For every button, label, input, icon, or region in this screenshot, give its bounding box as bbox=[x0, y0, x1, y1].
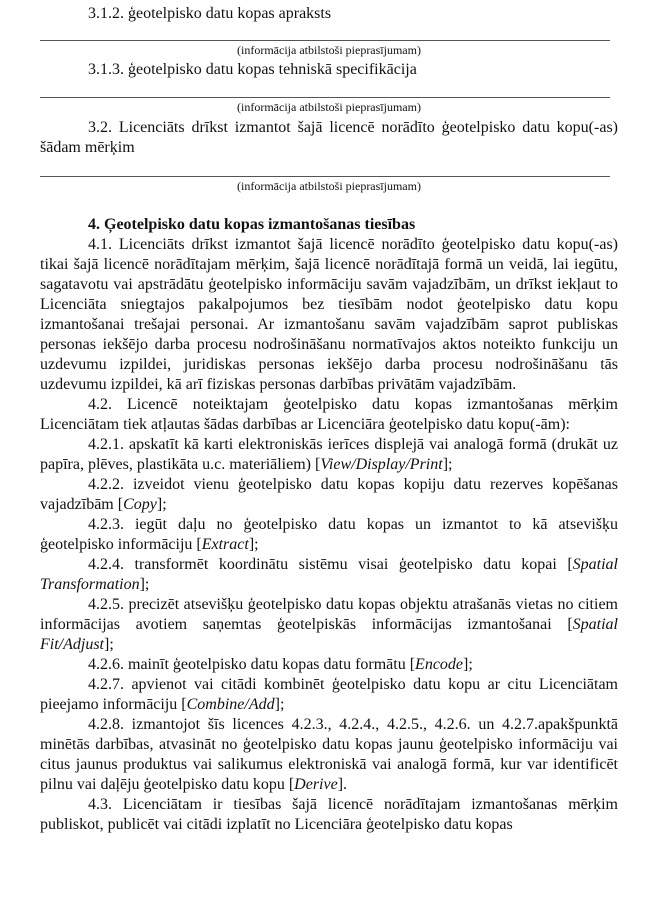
clause-4-2-2: 4.2.2. izveidot vienu ģeotelpisko datu kopas kopiju datu rezerves kopēšanas vajadzībām [Copy]; bbox=[40, 476, 618, 513]
fill-in-note: (informācija atbilstoši pieprasījumam) bbox=[237, 179, 421, 193]
clause-4-3: 4.3. Licenciātam ir tiesības šajā licencē norādītajam izmantošanas mērķim publiskot, publicēt vai citādi izplatīt no Licenciāra ģeotelpisko datu kopas bbox=[40, 796, 618, 833]
section-heading: 4. Ģeotelpisko datu kopas izmantošanas tiesības bbox=[88, 216, 416, 233]
clause-4-2-8: 4.2.8. izmantojot šīs licences 4.2.3., 4.2.4., 4.2.5., 4.2.6. un 4.2.7.apakšpunktā minētās darbības, atvasināt no ģeotelpisko datu kopas jaunu ģeotelpisko informāciju vai citus jaunus produktus vai salikumus elektroniskā vai analogā formā, kur var identificēt pilnu vai daļēju ģeotelpisko datu kopu [Derive]. bbox=[40, 716, 618, 793]
section-4 bbox=[40, 215, 618, 835]
fill-in-note: (informācija atbilstoši pieprasījumam) bbox=[237, 100, 421, 114]
fill-in-line bbox=[40, 97, 610, 98]
clause-4-2-7: 4.2.7. apvienot vai citādi kombinēt ģeotelpisko datu kopu ar citu Licenciātam pieejamo informāciju [Combine/Add]; bbox=[40, 676, 618, 713]
clause-4-2-4: 4.2.4. transformēt koordinātu sistēmu visai ģeotelpisko datu kopai [Spatial Transformation]; bbox=[40, 556, 618, 593]
fill-in-note: (informācija atbilstoši pieprasījumam) bbox=[237, 43, 421, 57]
fill-in-line bbox=[40, 40, 610, 41]
clause-4-2-1: 4.2.1. apskatīt kā karti elektroniskās ierīces displejā vai analogā formā (drukāt uz papīra, plēves, plastikāta u.c. materiāliem) [View/Display/Print]; bbox=[40, 436, 618, 473]
section-3-1-3: 3.1.3. ģeotelpisko datu kopas tehniskā specifikācija bbox=[88, 61, 417, 78]
clause-4-2: 4.2. Licencē noteiktajam ģeotelpisko datu kopas izmantošanas mērķim Licenciātam tiek atļautas šādas darbības ar Licenciāra ģeotelpisko datu kopu(-ām): bbox=[40, 396, 618, 433]
section-3-1-2: 3.1.2. ģeotelpisko datu kopas apraksts bbox=[88, 5, 332, 22]
clause-4-1: 4.1. Licenciāts drīkst izmantot šajā licencē norādīto ģeotelpisko datu kopu(-as) tikai šajā licencē norādītajam mērķim, šajā licencē norādītajā formā un veidā, lai iegūtu, sagatavotu vai apstrādātu ģeotelpisko informāciju savām vajadzībām, un drīkst iekļaut to Licenciāta sniegtajos pakalpojumos bez tiesībām nodot ģeotelpisko datu kopu izmantošanai trešajai personai. Ar izmantošanu savām vajadzībām saprot publiskas personas iekšējo darba procesu nodrošināšanu normatīvajos aktos noteikto funkciju un uzdevumu izpildei, juridiskas personas iekšējo darba procesu nodrošināšanu tās uzdevumu izpildei, kā arī fiziskas personas darbības privātām vajadzībām. bbox=[40, 236, 618, 393]
section-3-2: 3.2. Licenciāts drīkst izmantot šajā licencē norādīto ģeotelpisko datu kopu(-as) šādam mērķim bbox=[40, 119, 618, 156]
clause-4-2-3: 4.2.3. iegūt daļu no ģeotelpisko datu kopas un izmantot to kā atsevišķu ģeotelpisko informāciju [Extract]; bbox=[40, 516, 618, 553]
clause-4-2-5: 4.2.5. precizēt atsevišķu ģeotelpisko datu kopas objektu atrašanās vietas no citiem informācijas avotiem saņemtas ģeotelpiskās informācijas izmantošanai [Spatial Fit/Adjust]; bbox=[40, 596, 618, 653]
fill-in-line bbox=[40, 176, 610, 177]
clause-4-2-6: 4.2.6. mainīt ģeotelpisko datu kopas datu formātu [Encode]; bbox=[88, 656, 473, 673]
